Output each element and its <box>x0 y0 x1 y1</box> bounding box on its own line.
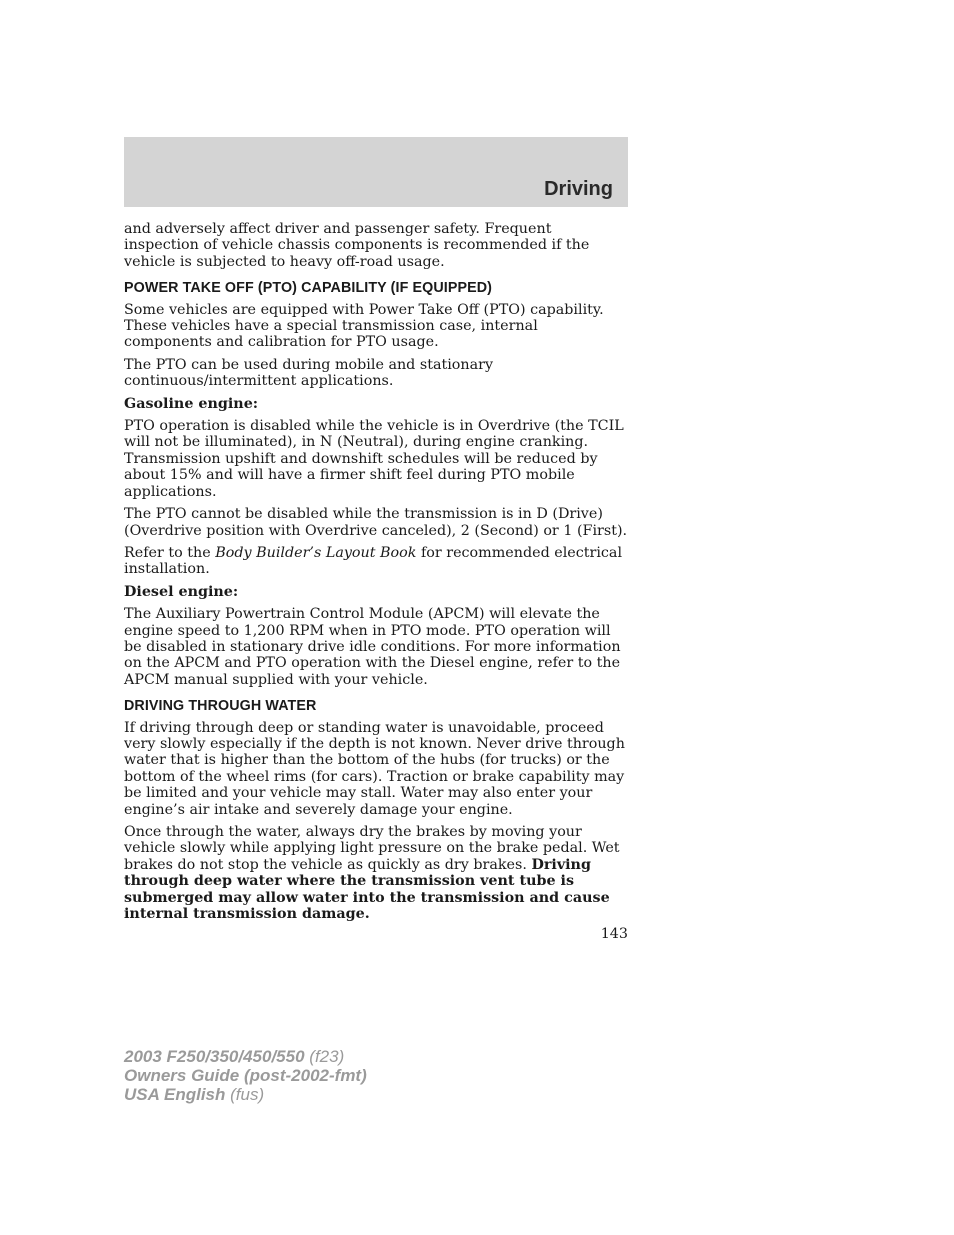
footer-line-2 <box>124 1066 367 1085</box>
footer-line-1 <box>124 1047 367 1066</box>
footer-guide: Owners Guide (post-2002-fmt) <box>124 1066 367 1085</box>
pto-paragraph-2: The PTO can be used during mobile and stationary continuous/intermittent applications. <box>124 356 494 390</box>
footer-line-3 <box>124 1085 367 1104</box>
intro-paragraph: and adversely affect driver and passenger safety. Frequent inspection of vehicle chassis components is recommended if the vehicle is subjected to heavy off-road usage. <box>124 221 590 270</box>
pto-paragraph-1: Some vehicles are equipped with Power Take Off (PTO) capability. These vehicles have a special transmission case, internal components and calibration for PTO usage. <box>124 301 604 351</box>
reference-text-post: for recommended electrical installation. <box>124 544 623 578</box>
section-title: Driving <box>544 178 613 200</box>
water-paragraph-1: If driving through deep or standing water is unavoidable, proceed very slowly especially if the depth is not known. Never drive through water that is higher than the bottom of the hubs (for trucks) or the bottom of the wheel rims (for cars). Traction or brake capability may be limited and your vehicle may stall. Water may also enter your engine’s air intake and severely damage your engine. <box>124 719 625 818</box>
section-header-band <box>124 137 628 207</box>
document-footer <box>124 1047 367 1104</box>
footer-model-code: (f23) <box>304 1047 345 1066</box>
footer-model: 2003 F250/350/450/550 <box>124 1047 305 1066</box>
water-warning-bold: Driving through deep water where the transmission vent tube is submerged may allow water into the transmission and cause internal transmission damage. <box>124 856 610 923</box>
footer-language: USA English <box>124 1085 226 1104</box>
page-number: 143 <box>600 926 628 942</box>
page-content <box>124 221 628 928</box>
gasoline-paragraph-1: PTO operation is disabled while the vehicle is in Overdrive (the TCIL will not be illuminated), in N (Neutral), during engine cranking. Transmission upshift and downshift schedules will be reduced by about 15% and will have a firmer shift feel during PTO mobile applications. <box>124 418 624 500</box>
water-text-plain: Once through the water, always dry the brakes by moving your vehicle slowly while applying light pressure on the brake pedal. Wet brakes do not stop the vehicle as quickly as dry brakes. <box>124 824 620 873</box>
subheading-diesel: Diesel engine: <box>124 583 239 600</box>
gasoline-paragraph-2: The PTO cannot be disabled while the transmission is in D (Drive) (Overdrive position with Overdrive canceled), 2 (Second) or 1 (First). <box>124 506 628 539</box>
heading-pto: POWER TAKE OFF (PTO) CAPABILITY (IF EQUIPPED) <box>124 280 493 297</box>
water-paragraph-2 <box>124 824 628 922</box>
body-builder-book-title: Body Builder’s Layout Book <box>215 544 417 561</box>
subheading-gasoline: Gasoline engine: <box>124 395 259 412</box>
footer-language-code: (fus) <box>225 1085 265 1104</box>
reference-paragraph <box>124 545 628 578</box>
diesel-paragraph: The Auxiliary Powertrain Control Module (APCM) will elevate the engine speed to 1,200 RPM when in PTO mode. PTO operation will be disabled in stationary drive idle conditions. For more information on the APCM and PTO operation with the Diesel engine, refer to the APCM manual supplied with your vehicle. <box>124 606 621 688</box>
reference-text-pre: Refer to the <box>124 544 216 561</box>
heading-water: DRIVING THROUGH WATER <box>124 698 317 715</box>
